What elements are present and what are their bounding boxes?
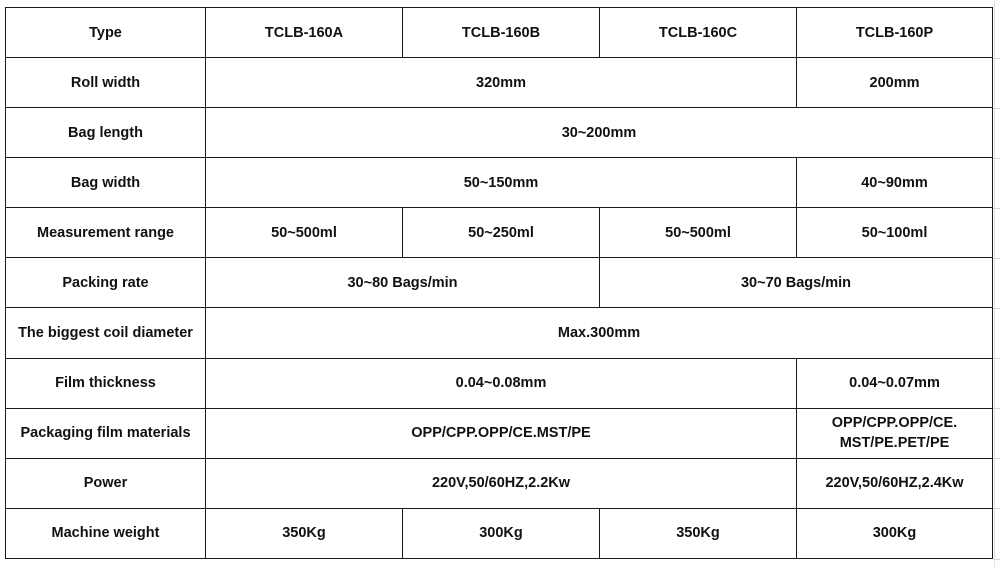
sheet-gridline (993, 508, 1000, 509)
table-row (6, 308, 993, 358)
spec-value-cell: 350Kg (600, 508, 797, 558)
spec-value-cell: 50~500ml (206, 208, 403, 258)
sheet-gridline (993, 208, 1000, 209)
table-row (6, 508, 993, 558)
spec-value-cell: OPP/CPP.OPP/CE. MST/PE.PET/PE (797, 408, 993, 458)
sheet-gridline (993, 108, 1000, 109)
table-row (6, 208, 993, 258)
spec-value-cell: OPP/CPP.OPP/CE.MST/PE (206, 408, 797, 458)
table-row (6, 408, 993, 458)
sheet-gridline (993, 58, 1000, 59)
spec-value-cell: 320mm (206, 58, 797, 108)
row-label: Packing rate (6, 258, 206, 308)
row-label: Packaging film materials (6, 408, 206, 458)
spec-value-cell: 30~70 Bags/min (600, 258, 993, 308)
header-model-a: TCLB-160A (206, 8, 403, 58)
header-row (6, 8, 993, 58)
sheet-gridline-vertical (994, 0, 995, 567)
row-label: Bag length (6, 108, 206, 158)
spec-value-cell: 300Kg (797, 508, 993, 558)
spec-table (5, 7, 993, 559)
row-label: Measurement range (6, 208, 206, 258)
row-label: Roll width (6, 58, 206, 108)
spec-table-body (6, 8, 993, 559)
sheet-gridline (993, 158, 1000, 159)
header-model-b: TCLB-160B (403, 8, 600, 58)
spec-value-cell: 350Kg (206, 508, 403, 558)
table-row (6, 458, 993, 508)
spec-value-cell: 220V,50/60HZ,2.2Kw (206, 458, 797, 508)
sheet-gridline (993, 559, 1000, 560)
spec-value-cell: 40~90mm (797, 158, 993, 208)
spec-value-cell: 50~250ml (403, 208, 600, 258)
sheet-gridline (993, 458, 1000, 459)
spec-value-cell: 50~100ml (797, 208, 993, 258)
spec-value-cell: 30~200mm (206, 108, 993, 158)
sheet-gridline (993, 358, 1000, 359)
spec-value-cell: 220V,50/60HZ,2.4Kw (797, 458, 993, 508)
spec-value-cell: 0.04~0.08mm (206, 358, 797, 408)
spec-value-cell: 0.04~0.07mm (797, 358, 993, 408)
row-label: Power (6, 458, 206, 508)
spec-value-cell: 50~150mm (206, 158, 797, 208)
sheet-gridline (993, 258, 1000, 259)
spec-value-cell: Max.300mm (206, 308, 993, 358)
sheet-gridline (993, 308, 1000, 309)
table-row (6, 58, 993, 108)
row-label: Bag width (6, 158, 206, 208)
row-label: Machine weight (6, 508, 206, 558)
row-label: The biggest coil diameter (6, 308, 206, 358)
spec-value-cell: 30~80 Bags/min (206, 258, 600, 308)
table-row (6, 258, 993, 308)
sheet-gridline (993, 408, 1000, 409)
header-model-c: TCLB-160C (600, 8, 797, 58)
table-row (6, 158, 993, 208)
header-type-label: Type (6, 8, 206, 58)
table-row (6, 108, 993, 158)
row-label: Film thickness (6, 358, 206, 408)
spec-value-cell: 50~500ml (600, 208, 797, 258)
header-model-p: TCLB-160P (797, 8, 993, 58)
spec-value-cell: 200mm (797, 58, 993, 108)
table-row (6, 358, 993, 408)
spec-value-cell: 300Kg (403, 508, 600, 558)
